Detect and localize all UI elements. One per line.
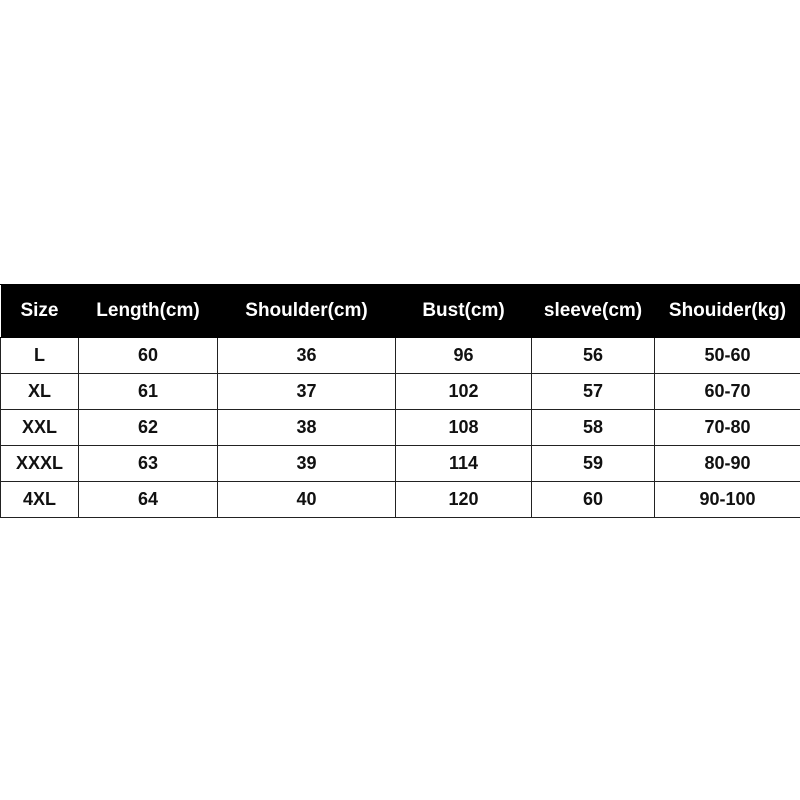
table-row [1,338,800,374]
cell-length: 63 [79,446,218,482]
cell-sleeve: 58 [532,410,655,446]
cell-bust: 108 [396,410,532,446]
cell-shoulder: 40 [218,482,396,518]
header-row [1,285,800,338]
cell-weight: 50-60 [655,338,800,374]
cell-sleeve: 60 [532,482,655,518]
cell-length: 60 [79,338,218,374]
table-row [1,482,800,518]
cell-shoulder: 37 [218,374,396,410]
cell-size: 4XL [1,482,79,518]
cell-length: 64 [79,482,218,518]
cell-length: 61 [79,374,218,410]
cell-bust: 114 [396,446,532,482]
header-sleeve: sleeve(cm) [532,285,655,338]
size-chart-table [0,284,800,518]
header-shoulder: Shoulder(cm) [218,285,396,338]
cell-sleeve: 59 [532,446,655,482]
table-row [1,446,800,482]
cell-shoulder: 36 [218,338,396,374]
cell-sleeve: 56 [532,338,655,374]
cell-bust: 102 [396,374,532,410]
cell-size: XXL [1,410,79,446]
cell-shoulder: 38 [218,410,396,446]
cell-weight: 90-100 [655,482,800,518]
cell-weight: 80-90 [655,446,800,482]
cell-bust: 120 [396,482,532,518]
cell-weight: 60-70 [655,374,800,410]
cell-size: XXXL [1,446,79,482]
cell-size: L [1,338,79,374]
cell-size: XL [1,374,79,410]
table-row [1,410,800,446]
table-row [1,374,800,410]
header-length: Length(cm) [79,285,218,338]
header-size: Size [1,285,79,338]
cell-sleeve: 57 [532,374,655,410]
cell-length: 62 [79,410,218,446]
header-bust: Bust(cm) [396,285,532,338]
header-weight: Shouider(kg) [655,285,800,338]
cell-weight: 70-80 [655,410,800,446]
cell-bust: 96 [396,338,532,374]
cell-shoulder: 39 [218,446,396,482]
